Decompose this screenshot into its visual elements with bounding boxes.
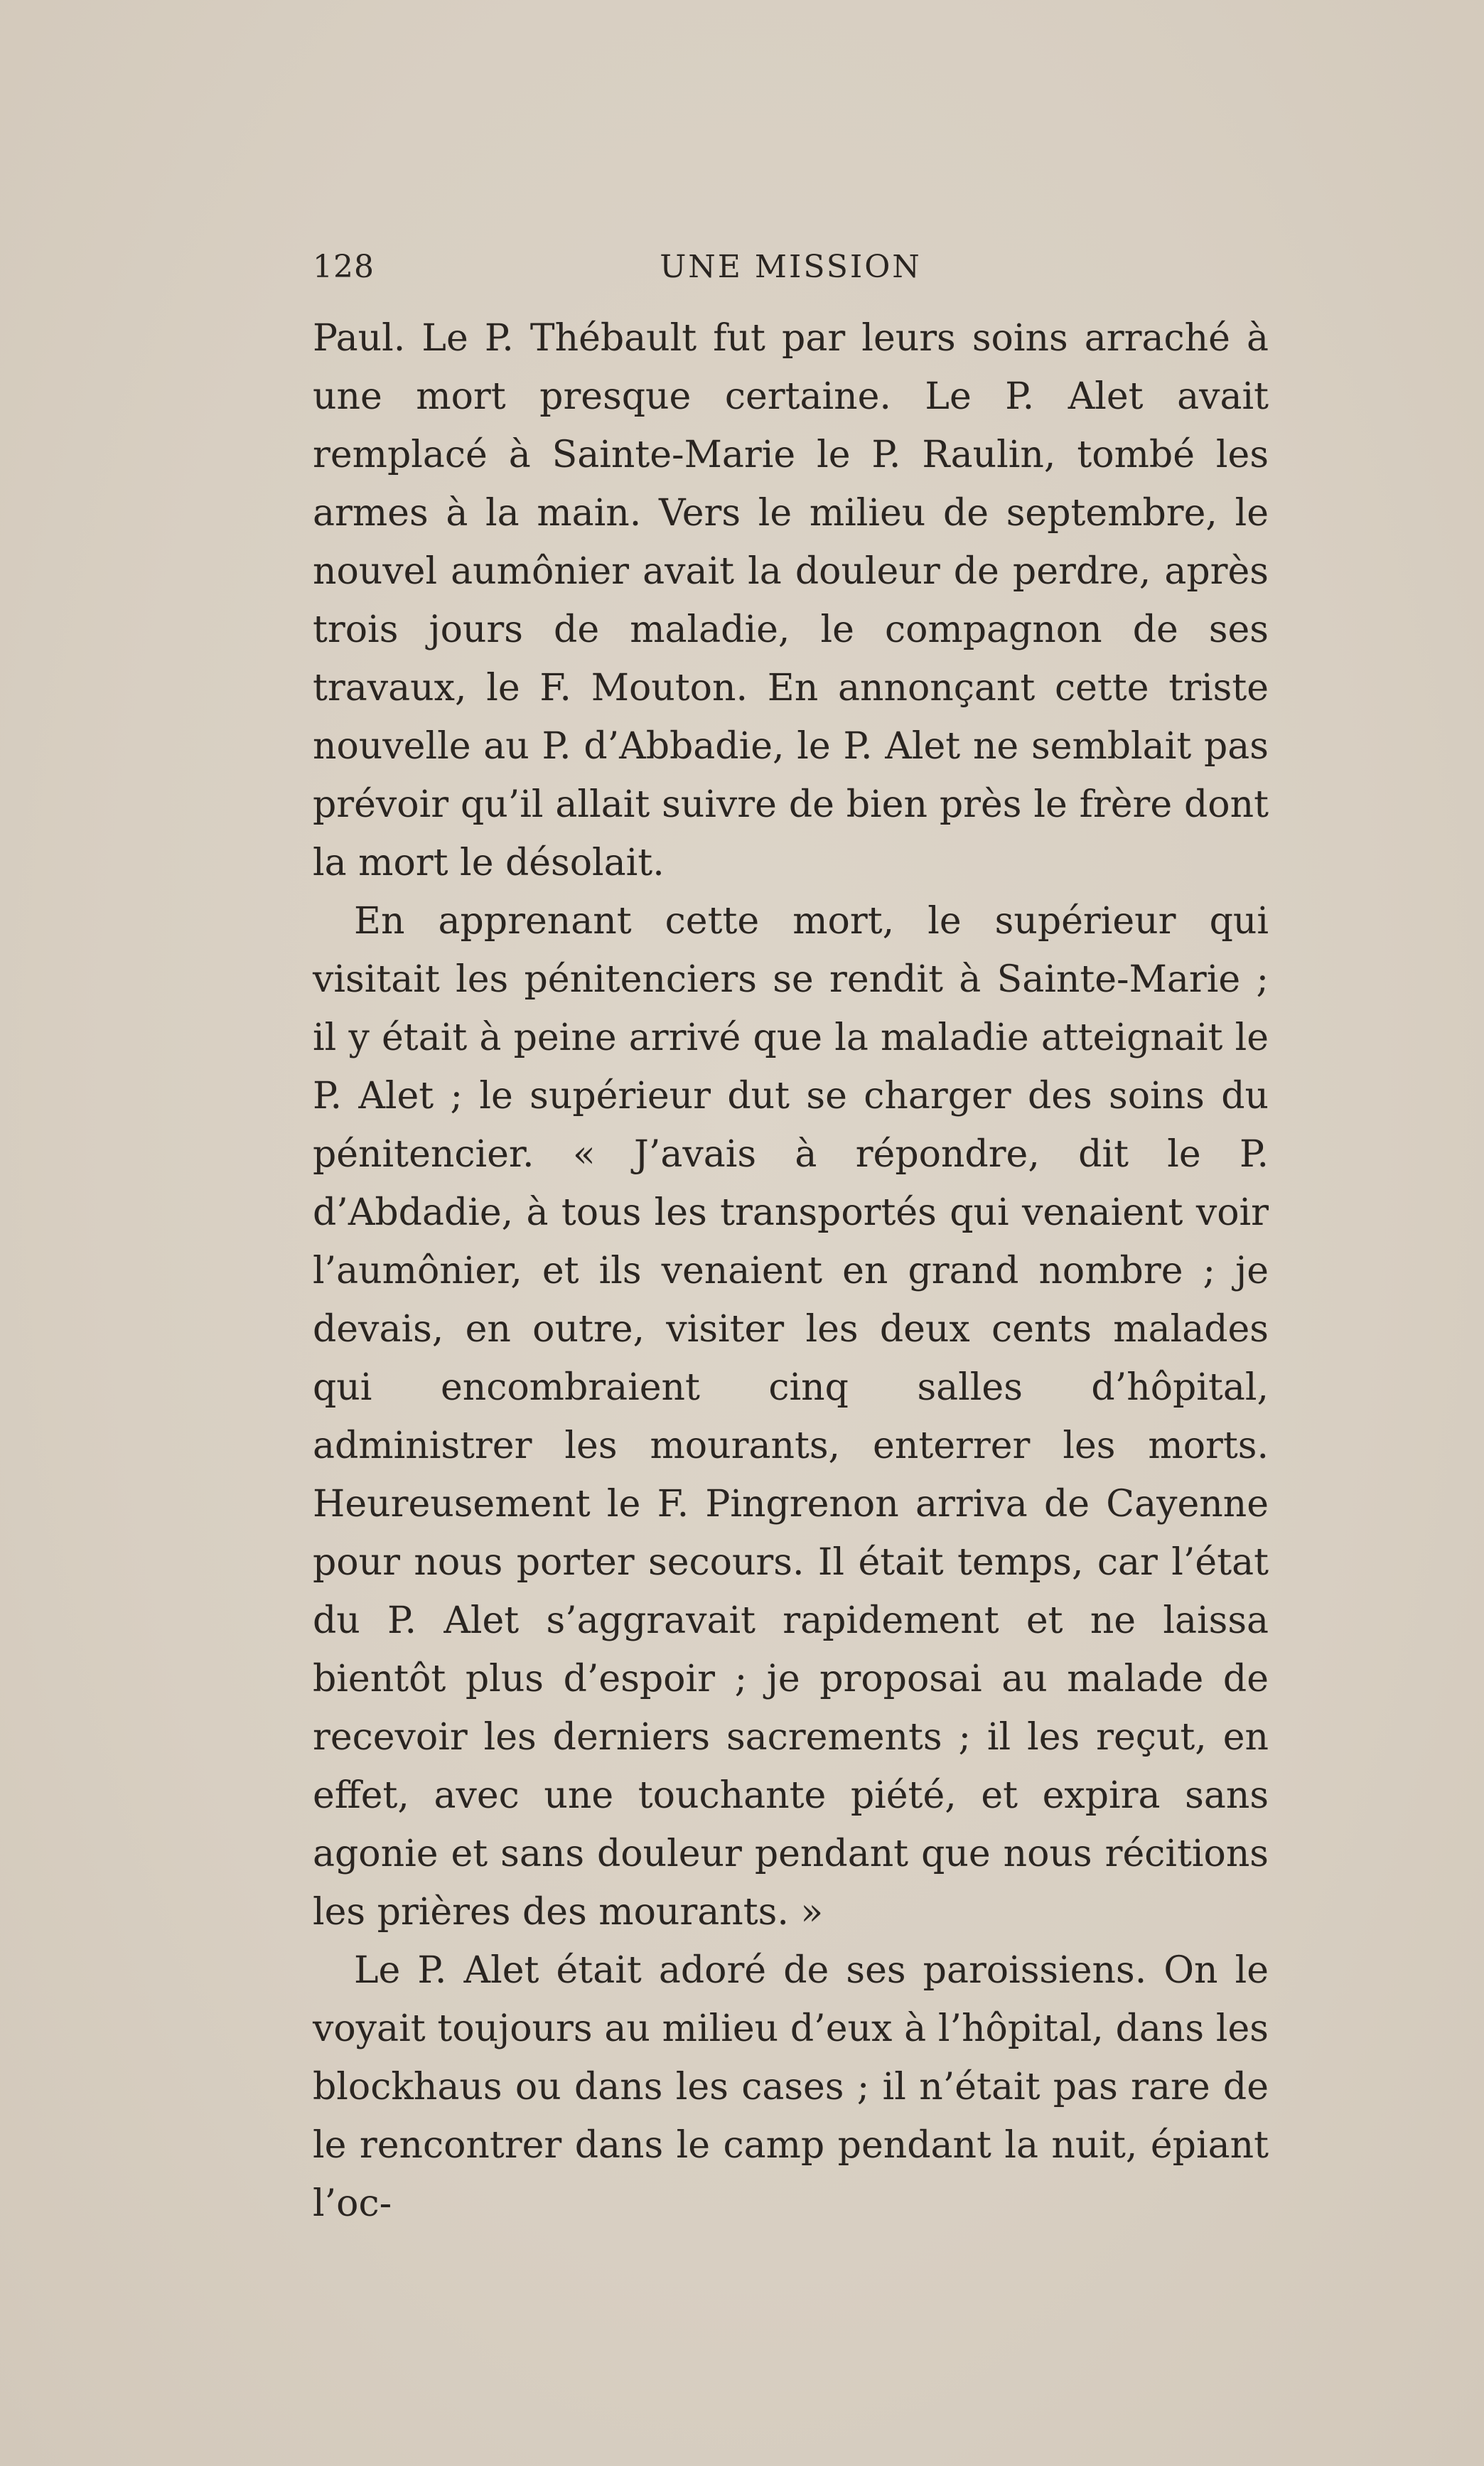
page-number: 128 (313, 249, 375, 285)
page-header (313, 249, 1269, 291)
paragraph: En apprenant cette mort, le supérieur qui visitait les pénitenciers se rendit à Sainte-Marie ; il y était à peine arrivé que la maladie atteignait le P. Alet ; le supérieur dut se charger des soins du pénitencier. « J’avais à répondre, dit le P. d’Abdadie, à tous les transportés qui venaient voir l’aumônier, et ils venaient en grand nombre ; je devais, en outre, visiter les deux cents malades qui encombraient cinq salles d’hôpital, administrer les mourants, enterrer les morts. Heureusement le F. Pingrenon arriva de Cayenne pour nous porter secours. Il était temps, car l’état du P. Alet s’aggravait rapidement et ne laissa bientôt plus d’espoir ; je proposai au malade de recevoir les derniers sacrements ; il les reçut, en effet, avec une touchante piété, et expira sans agonie et sans douleur pendant que nous récitions les prières des mourants. » (313, 900, 1269, 1934)
body-text (313, 309, 1269, 2233)
running-title: UNE MISSION (660, 249, 922, 285)
paragraph: Paul. Le P. Thébault fut par leurs soins arraché à une mort presque certaine. Le P. Alet avait remplacé à Sainte-Marie le P. Raulin, tombé les armes à la main. Vers le milieu de septembre, le nouvel aumônier avait la douleur de perdre, après trois jours de maladie, le compagnon de ses travaux, le F. Mouton. En annonçant cette triste nouvelle au P. d’Abbadie, le P. Alet ne semblait pas prévoir qu’il allait suivre de bien près le frère dont la mort le désolait. (313, 317, 1269, 884)
paragraph: Le P. Alet était adoré de ses paroissiens. On le voyait toujours au milieu d’eux à l’hôpital, dans les blockhaus ou dans les cases ; il n’était pas rare de le rencontrer dans le camp pendant la nuit, épiant l’oc- (313, 1949, 1269, 2225)
